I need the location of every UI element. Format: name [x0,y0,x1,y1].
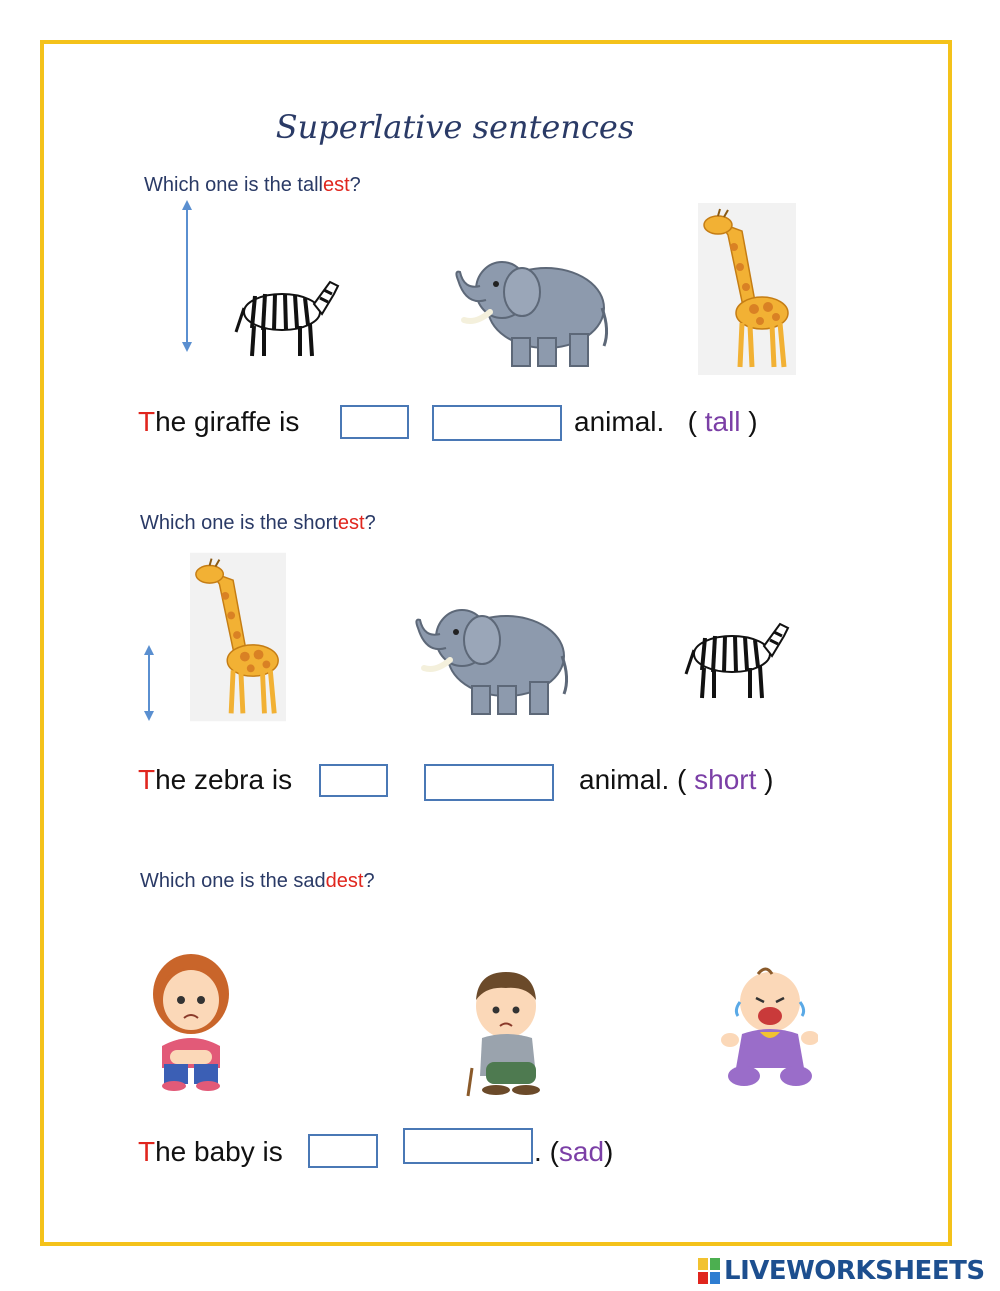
sentence-2-end [579,764,774,796]
answer-box-2a[interactable] [319,764,388,797]
question-1-text: Which one is the tall [144,174,323,196]
crying-baby-illustration [720,964,818,1090]
question-3-highlight: dest [325,870,364,892]
question-2 [140,512,376,535]
zebra-illustration [680,612,795,702]
answer-box-1a[interactable] [340,405,409,439]
height-arrow-icon [178,198,196,354]
sentence-1 [138,406,299,438]
logo-text: LIVEWORKSHEETS [724,1256,985,1286]
question-2-text: Which one is the short [140,512,338,534]
sentence-2-lead: he zebra is [155,764,293,795]
zebra-illustration [230,270,345,360]
liveworksheets-logo [698,1254,985,1288]
worksheet-title: Superlative sentences [275,108,635,146]
sentence-3-tail: . [534,1136,550,1167]
sentence-1-hint-close: ) [740,406,758,437]
question-1 [144,174,361,197]
sentence-2-hint-open: ( [677,764,695,795]
sentence-2-capital: T [138,764,156,795]
sentence-2 [138,764,292,796]
height-arrow-icon [141,643,157,723]
sad-boy-illustration [466,966,552,1098]
sentence-3-hint: sad [558,1136,605,1167]
question-1-mark: ? [349,174,361,196]
sentence-1-hint: tall [704,406,741,437]
sentence-1-lead: he giraffe is [155,406,300,437]
sentence-1-capital: T [138,406,156,437]
sentence-1-hint-open: ( [687,406,705,437]
sentence-3-lead: he baby is [155,1136,283,1167]
sentence-3-capital: T [138,1136,156,1167]
sentence-3-end [534,1136,613,1168]
sentence-2-tail: animal. [579,764,678,795]
answer-box-1b[interactable] [432,405,562,441]
answer-box-3a[interactable] [308,1134,378,1168]
elephant-illustration [406,598,572,718]
logo-blocks-icon [698,1258,720,1284]
giraffe-illustration [190,551,286,723]
question-3 [140,870,375,893]
sentence-1-end [574,406,758,438]
question-2-highlight: est [337,512,365,534]
sentence-3-hint-open: ( [549,1136,559,1167]
question-3-mark: ? [363,870,375,892]
question-3-text: Which one is the sad [140,870,326,892]
sentence-3 [138,1136,283,1168]
giraffe-illustration [698,203,796,375]
question-2-mark: ? [364,512,376,534]
sad-girl-illustration [148,950,234,1092]
elephant-illustration [446,250,612,370]
answer-box-2b[interactable] [424,764,554,801]
sentence-2-hint: short [694,764,757,795]
sentence-3-hint-close: ) [604,1136,614,1167]
sentence-2-hint-close: ) [756,764,774,795]
question-1-highlight: est [322,174,350,196]
answer-box-3b[interactable] [403,1128,533,1164]
sentence-1-tail: animal. [574,406,665,437]
